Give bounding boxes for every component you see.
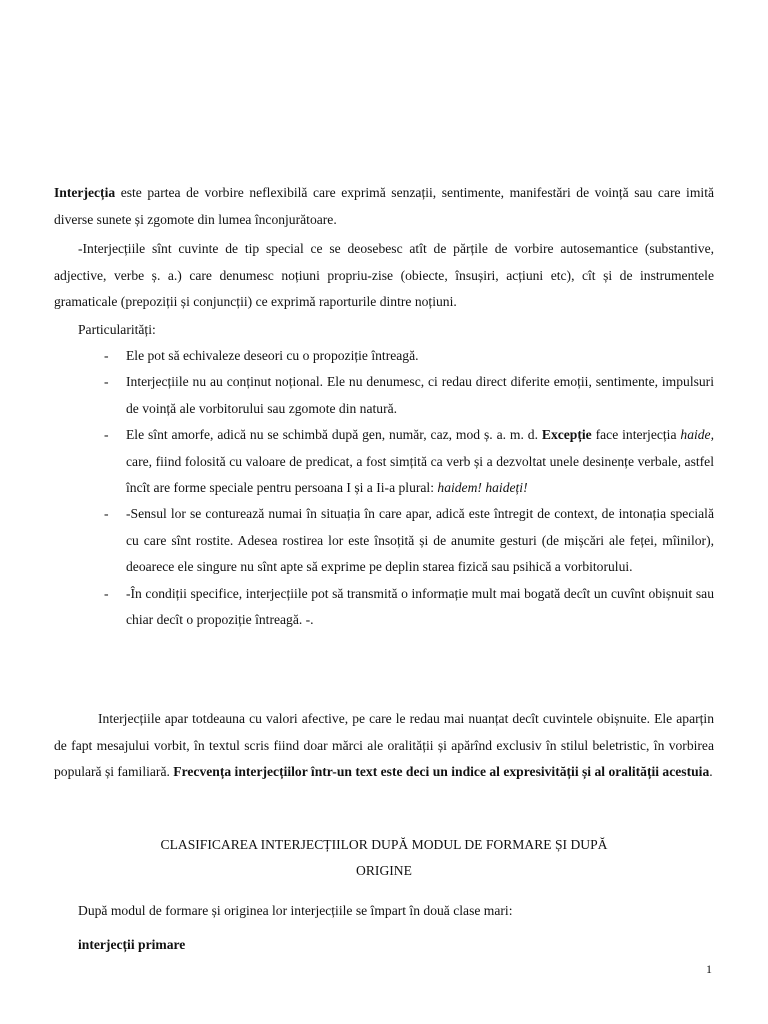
subheading-primary-interjections: interjecții primare xyxy=(78,937,186,952)
bullet-dash: - xyxy=(104,427,109,443)
example-word: haide, xyxy=(680,427,714,443)
emphasis-text: Frecvența interjecțiilor într-un text este deci un indice al expresivității și al oralității acestuia xyxy=(173,764,710,779)
bullet-dash: - xyxy=(104,348,109,363)
list-item xyxy=(104,581,714,634)
bullet-text-part: Ele sînt amorfe, adică nu se schimbă după gen, număr, caz, mod ș. a. m. d. xyxy=(126,427,542,443)
section-heading xyxy=(54,832,714,884)
paragraph-classification-intro: După modul de formare și originea lor interjecțiile se împart în două clase mari: xyxy=(78,903,513,918)
bullet-dash: - xyxy=(104,585,109,601)
section-heading-line-1: CLASIFICAREA INTERJECȚIILOR DUPĂ MODUL DE FORMARE ȘI DUPĂ xyxy=(160,837,608,852)
section-heading-line-2: ORIGINE xyxy=(356,863,412,878)
list-item xyxy=(104,501,714,580)
bullet-text: Ele pot să echivaleze deseori cu o propoziție întreagă. xyxy=(126,348,419,363)
features-list xyxy=(104,343,714,633)
list-item xyxy=(104,343,714,369)
features-label: Particularități: xyxy=(78,322,156,337)
list-item xyxy=(104,369,714,422)
intro-paragraph xyxy=(54,180,714,233)
bullet-text: -Sensul lor se conturează numai în situația în care apar, adică este întregit de context, de intonația specială cu care sînt rostite. Adesea rostirea lor este însoțită și de anumite gesturi (de mișcări ale feței, mîinilor), deoarece ele singure nu sînt apte să exprime pe deplin starea fizică sau psihică a vorbitorului. xyxy=(126,506,714,575)
intro-text: este partea de vorbire neflexibilă care exprimă senzații, sentimente, manifestări de voință sau care imită diverse sunete și zgomote din lumea înconjurătoare. xyxy=(54,185,714,227)
bullet-text: -În condiții specifice, interjecțiile pot să transmită o informație mult mai bogată decît un cuvînt obișnuit sau chiar decît o propoziție întreagă. -. xyxy=(126,585,714,628)
paragraph-text-end: . xyxy=(709,764,713,779)
page-number: 1 xyxy=(706,962,712,976)
paragraph-affective-values xyxy=(54,706,714,786)
bullet-text-part: care, fiind folosită cu valoare de predicat, a fost simțită ca verb și a dezvoltat unele desinențe verbale, astfel încît are forme speciale pentru persoana I și a Ii-a plural: xyxy=(126,453,714,496)
exception-term: Excepție xyxy=(541,427,592,443)
example-forms: haidem! haideți! xyxy=(437,480,528,496)
intro-term: Interjecția xyxy=(54,185,116,200)
bullet-text: Interjecțiile nu au conținut noțional. Ele nu denumesc, ci redau direct diferite emoții, sentimente, impulsuri de voință ale vorbitorului sau zgomote din natură. xyxy=(126,374,714,416)
paragraph-text: Interjecțiile apar totdeauna cu valori afective, pe care le redau mai nuanțat decît cuvintele obișnuite. Ele aparțin de fapt mesajului vorbit, în textul scris fiind doar mărci ale oralității și apărînd exclusiv în stilul beletristic, în vorbirea populară și familiară. xyxy=(54,711,714,779)
bullet-dash: - xyxy=(104,374,109,390)
paragraph-definition: -Interjecțiile sînt cuvinte de tip special ce se deosebesc atît de părțile de vorbire autosemantice (substantive, adjective, verbe ș. a.) care denumesc noțiuni propriu-zise (obiecte, însușiri, acțiuni etc), cît și de instrumentele gramaticale (prepoziții și conjuncții) ce exprimă raporturile dintre noțiuni. xyxy=(54,241,714,309)
bullet-text-part: face interjecția xyxy=(591,427,681,443)
bullet-dash: - xyxy=(104,506,109,522)
list-item xyxy=(104,422,714,501)
